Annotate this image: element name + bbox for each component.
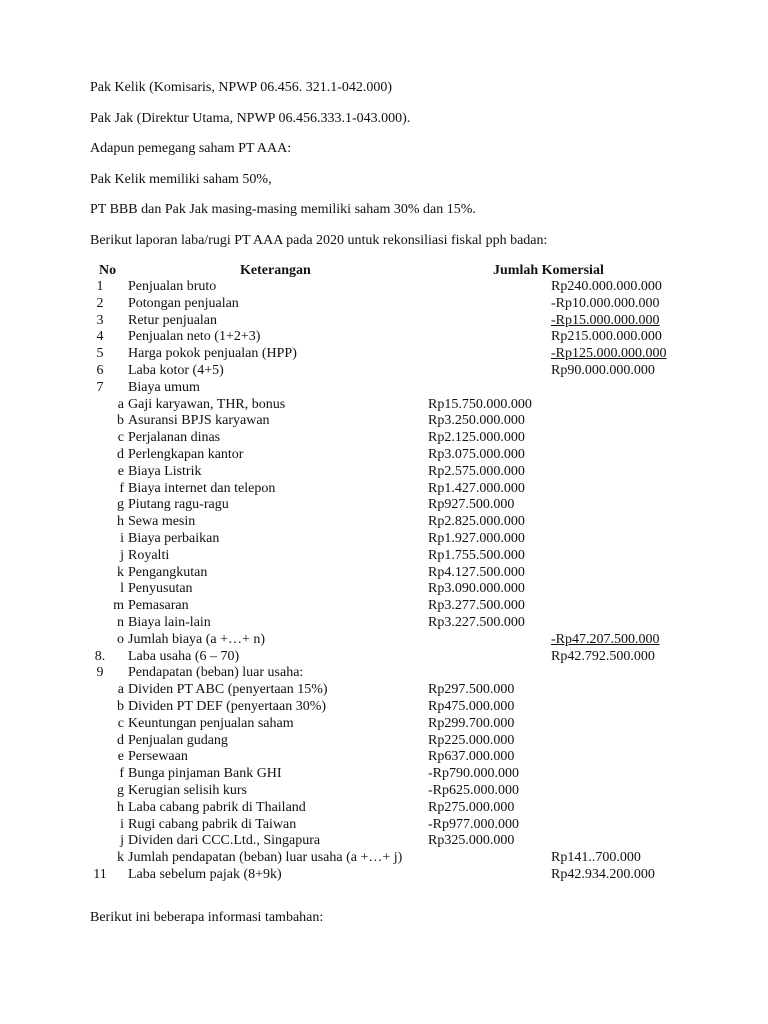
row-description: Bunga pinjaman Bank GHI: [128, 766, 282, 782]
row-number: 8.: [94, 648, 106, 664]
row-number: 7: [96, 379, 104, 395]
row-detail-amount: Rp275.000.000: [428, 799, 515, 815]
row-sub-letter: i: [120, 530, 124, 546]
table-row: [0, 632, 768, 649]
row-description: Dividen PT ABC (penyertaan 15%): [128, 682, 328, 698]
table-row: [0, 346, 768, 363]
row-description: Biaya lain-lain: [128, 614, 211, 630]
table-row: [0, 817, 768, 834]
row-sub-letter: h: [117, 799, 124, 815]
row-detail-amount: Rp637.000.000: [428, 749, 515, 765]
table-row: [0, 464, 768, 481]
intro-line-shareholders-heading: Adapun pemegang saham PT AAA:: [90, 141, 292, 156]
row-detail-amount: Rp3.277.500.000: [428, 598, 525, 614]
table-row: [0, 363, 768, 380]
table-row: [0, 800, 768, 817]
row-description: Biaya umum: [128, 379, 200, 395]
row-detail-amount: Rp1.755.500.000: [428, 547, 525, 563]
table-row: [0, 733, 768, 750]
row-detail-amount: Rp3.250.000.000: [428, 413, 525, 429]
row-description: Penjualan bruto: [128, 279, 217, 294]
row-sub-letter: h: [117, 514, 124, 530]
table-row: [0, 497, 768, 514]
column-header-jumlah: Jumlah Komersial: [493, 263, 604, 278]
row-sub-letter: e: [117, 749, 124, 765]
row-sub-letter: b: [117, 698, 124, 714]
row-description: Perjalanan dinas: [128, 430, 221, 446]
table-row: [0, 598, 768, 615]
row-sub-letter: g: [117, 497, 124, 513]
row-total-amount: -Rp125.000.000.000: [551, 346, 667, 362]
row-detail-amount: Rp3.227.500.000: [428, 614, 525, 630]
table-row: [0, 833, 768, 850]
row-detail-amount: -Rp977.000.000: [428, 816, 519, 832]
row-total-amount: -Rp15.000.000.000: [551, 312, 660, 328]
row-total-amount: Rp90.000.000.000: [551, 362, 655, 378]
table-row: [0, 548, 768, 565]
additional-info-heading: Berikut ini beberapa informasi tambahan:: [90, 910, 324, 925]
table-row: [0, 682, 768, 699]
row-description: Asuransi BPJS karyawan: [128, 413, 270, 429]
row-sub-letter: d: [117, 732, 124, 748]
row-sub-letter: f: [119, 480, 124, 496]
row-description: Sewa mesin: [128, 514, 196, 530]
intro-line-commissioner: Pak Kelik (Komisaris, NPWP 06.456. 321.1-042.000): [90, 80, 393, 95]
row-detail-amount: Rp1.927.000.000: [428, 530, 525, 546]
row-number: 3: [96, 312, 104, 328]
table-row: [0, 783, 768, 800]
row-description: Penyusutan: [128, 581, 193, 597]
row-sub-letter: g: [117, 782, 124, 798]
row-description: Dividen dari CCC.Ltd., Singapura: [128, 833, 321, 849]
row-sub-letter: k: [117, 564, 124, 580]
row-detail-amount: Rp225.000.000: [428, 732, 515, 748]
row-total-amount: Rp42.934.200.000: [551, 866, 655, 882]
row-number: 5: [96, 346, 104, 362]
row-sub-letter: j: [120, 833, 124, 849]
table-row: [0, 296, 768, 313]
table-row: [0, 430, 768, 447]
row-description: Perlengkapan kantor: [128, 446, 244, 462]
table-row: [0, 279, 768, 296]
row-description: Keuntungan penjualan saham: [128, 715, 294, 731]
row-number: 6: [96, 362, 104, 378]
row-description: Biaya perbaikan: [128, 530, 220, 546]
row-detail-amount: Rp3.090.000.000: [428, 581, 525, 597]
table-row: [0, 766, 768, 783]
table-row: [0, 850, 768, 867]
row-detail-amount: Rp2.575.000.000: [428, 463, 525, 479]
row-sub-letter: j: [120, 547, 124, 563]
row-number: 2: [96, 295, 104, 311]
row-sub-letter: f: [119, 766, 124, 782]
table-row: [0, 581, 768, 598]
row-sub-letter: m: [113, 598, 124, 614]
row-description: Rugi cabang pabrik di Taiwan: [128, 816, 297, 832]
row-detail-amount: -Rp790.000.000: [428, 766, 519, 782]
row-detail-amount: Rp4.127.500.000: [428, 564, 525, 580]
row-sub-letter: e: [117, 463, 124, 479]
table-row: [0, 329, 768, 346]
table-row: [0, 699, 768, 716]
row-detail-amount: Rp15.750.000.000: [428, 396, 532, 412]
row-description: Laba usaha (6 – 70): [128, 648, 240, 664]
table-row: [0, 565, 768, 582]
row-description: Persewaan: [128, 749, 188, 765]
row-description: Piutang ragu-ragu: [128, 497, 229, 513]
intro-line-director: Pak Jak (Direktur Utama, NPWP 06.456.333.1-043.000).: [90, 111, 411, 126]
table-row: [0, 447, 768, 464]
row-sub-letter: n: [117, 614, 124, 630]
row-detail-amount: Rp3.075.000.000: [428, 446, 525, 462]
row-total-amount: -Rp10.000.000.000: [551, 295, 660, 311]
intro-line-report-heading: Berikut laporan laba/rugi PT AAA pada 2020 untuk rekonsiliasi fiskal pph badan:: [90, 233, 548, 248]
row-detail-amount: -Rp625.000.000: [428, 782, 519, 798]
row-description: Potongan penjualan: [128, 295, 239, 311]
row-total-amount: Rp42.792.500.000: [551, 648, 655, 664]
column-header-no: No: [99, 263, 117, 278]
table-row: [0, 380, 768, 397]
row-total-amount: Rp240.000.000.000: [551, 279, 662, 294]
row-description: Laba sebelum pajak (8+9k): [128, 866, 282, 882]
row-description: Penjualan neto (1+2+3): [128, 329, 261, 345]
row-description: Pendapatan (beban) luar usaha:: [128, 665, 304, 681]
row-description: Penjualan gudang: [128, 732, 228, 748]
intro-line-kelik-share: Pak Kelik memiliki saham 50%,: [90, 172, 272, 187]
row-detail-amount: Rp927.500.000: [428, 497, 515, 513]
row-sub-letter: b: [117, 413, 124, 429]
row-total-amount: Rp215.000.000.000: [551, 329, 662, 345]
column-header-keterangan: Keterangan: [240, 263, 311, 278]
table-row: [0, 716, 768, 733]
row-total-amount: -Rp47.207.500.000: [551, 631, 660, 647]
row-description: Dividen PT DEF (penyertaan 30%): [128, 698, 327, 714]
row-detail-amount: Rp299.700.000: [428, 715, 515, 731]
row-sub-letter: c: [117, 430, 124, 446]
table-row: [0, 481, 768, 498]
row-description: Jumlah biaya (a +…+ n): [128, 631, 266, 647]
row-sub-letter: a: [117, 396, 124, 412]
row-sub-letter: a: [117, 682, 124, 698]
intro-line-other-shares: PT BBB dan Pak Jak masing-masing memiliki saham 30% dan 15%.: [90, 202, 476, 217]
row-description: Kerugian selisih kurs: [128, 782, 247, 798]
row-description: Biaya Listrik: [128, 463, 202, 479]
row-sub-letter: o: [117, 631, 124, 647]
row-sub-letter: i: [120, 816, 124, 832]
table-row: [0, 413, 768, 430]
row-detail-amount: Rp475.000.000: [428, 698, 515, 714]
row-description: Biaya internet dan telepon: [128, 480, 276, 496]
row-description: Retur penjualan: [128, 312, 218, 328]
table-row: [0, 531, 768, 548]
row-description: Pengangkutan: [128, 564, 208, 580]
row-detail-amount: Rp1.427.000.000: [428, 480, 525, 496]
table-row: [0, 397, 768, 414]
row-description: Jumlah pendapatan (beban) luar usaha (a +…+ j): [128, 850, 403, 866]
row-detail-amount: Rp2.825.000.000: [428, 514, 525, 530]
row-description: Royalti: [128, 547, 170, 563]
row-number: 1: [96, 279, 104, 294]
table-row: [0, 867, 768, 884]
table-row: [0, 649, 768, 666]
row-total-amount: Rp141..700.000: [551, 850, 641, 866]
row-detail-amount: Rp2.125.000.000: [428, 430, 525, 446]
row-description: Pemasaran: [128, 598, 189, 614]
row-number: 4: [96, 329, 104, 345]
table-row: [0, 615, 768, 632]
table-row: [0, 313, 768, 330]
row-number: 11: [93, 866, 107, 882]
table-row: [0, 749, 768, 766]
row-sub-letter: l: [120, 581, 124, 597]
row-description: Laba kotor (4+5): [128, 362, 224, 378]
row-sub-letter: d: [117, 446, 124, 462]
row-description: Laba cabang pabrik di Thailand: [128, 799, 306, 815]
table-row: [0, 665, 768, 682]
row-sub-letter: k: [117, 850, 124, 866]
row-sub-letter: c: [117, 715, 124, 731]
row-description: Harga pokok penjualan (HPP): [128, 346, 297, 362]
row-description: Gaji karyawan, THR, bonus: [128, 396, 286, 412]
table-body: [0, 279, 768, 884]
row-detail-amount: Rp297.500.000: [428, 682, 515, 698]
row-detail-amount: Rp325.000.000: [428, 833, 515, 849]
table-row: [0, 514, 768, 531]
row-number: 9: [96, 665, 104, 681]
